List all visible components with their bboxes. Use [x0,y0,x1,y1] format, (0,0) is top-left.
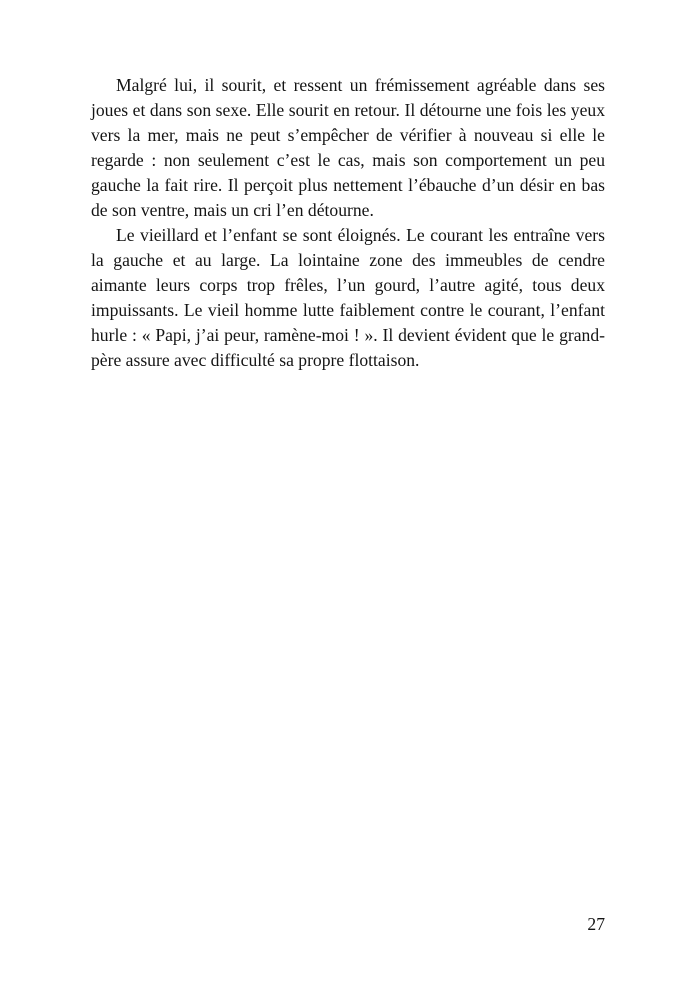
page-number: 27 [587,914,605,934]
paragraph-2: Le vieillard et l’enfant se sont éloignés. Le courant les entraîne vers la gauche et au large. La lointaine zone des immeubles de cendre aimante leurs corps trop frêles, l’un gourd, l’autre agité, tous deux impuissants. Le vieil homme lutte faiblement contre le courant, l’enfant hurle : « Papi, j’ai peur, ramène-moi ! ». Il devient évident que le grand-père assure avec difficulté sa propre flottaison. [91,225,605,370]
body-text [91,73,605,373]
paragraph-1: Malgré lui, il sourit, et ressent un frémissement agréable dans ses joues et dans son sexe. Elle sourit en retour. Il détourne une fois les yeux vers la mer, mais ne peut s’empêcher de vérifier à nouveau si elle le regarde : non seulement c’est le cas, mais son comportement un peu gauche la fait rire. Il perçoit plus nettement l’ébauche d’un désir en bas de son ventre, mais un cri l’en détourne. [91,75,605,220]
